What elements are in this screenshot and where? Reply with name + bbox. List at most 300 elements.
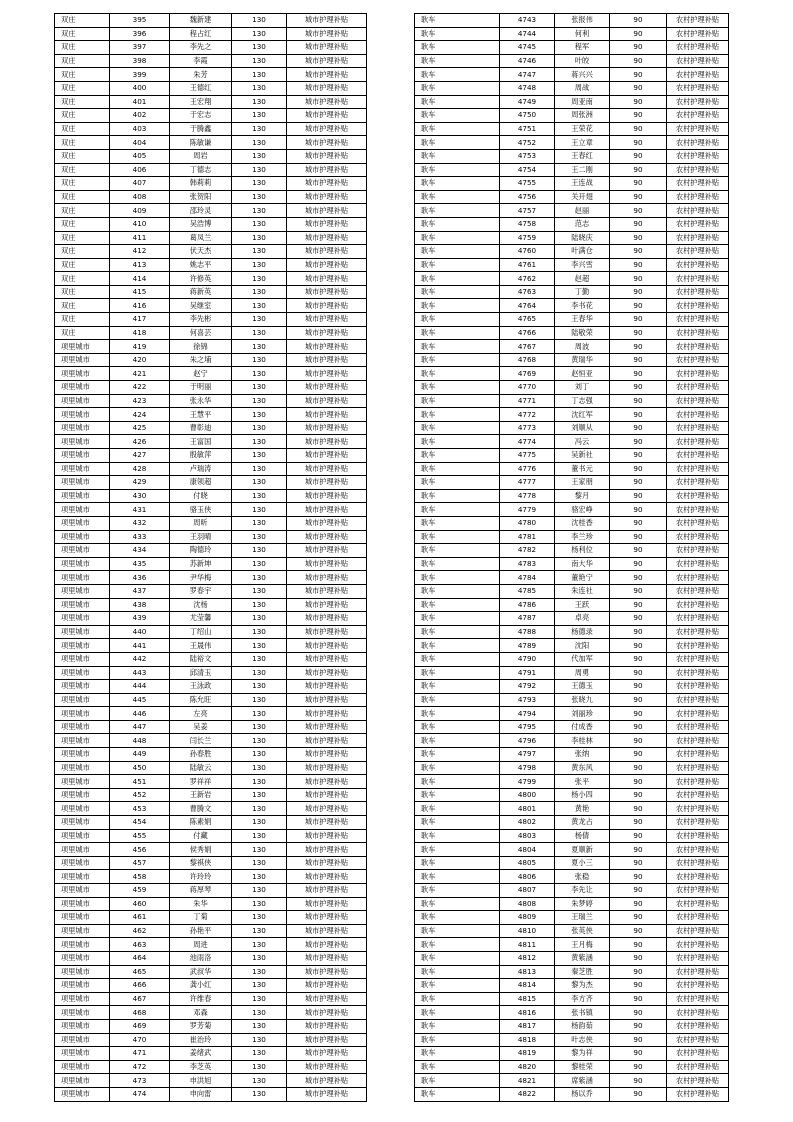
amount-cell: 130 (232, 204, 287, 218)
amount-cell: 90 (610, 353, 667, 367)
recipient-name-cell: 范志 (555, 217, 610, 231)
serial-number-cell: 421 (110, 367, 170, 381)
subsidy-type-cell: 城市护理补贴 (287, 245, 367, 259)
serial-number-cell: 4802 (500, 816, 555, 830)
subsidy-type-cell: 农村护理补贴 (667, 870, 729, 884)
subsidy-type-cell: 城市护理补贴 (287, 68, 367, 82)
serial-number-cell: 453 (110, 802, 170, 816)
town-cell: 双庄 (55, 285, 110, 299)
subsidy-type-cell: 农村护理补贴 (667, 911, 729, 925)
amount-cell: 90 (610, 979, 667, 993)
recipient-name-cell: 蒋厚琴 (170, 884, 232, 898)
serial-number-cell: 4819 (500, 1047, 555, 1061)
table-row (55, 381, 367, 395)
table-row (415, 122, 729, 136)
recipient-name-cell: 赵宁 (170, 367, 232, 381)
serial-number-cell: 4804 (500, 843, 555, 857)
recipient-name-cell: 崔治玲 (170, 1033, 232, 1047)
amount-cell: 90 (610, 476, 667, 490)
table-row (415, 258, 729, 272)
subsidy-type-cell: 城市护理补贴 (287, 435, 367, 449)
table-row (415, 204, 729, 218)
table-row (55, 54, 367, 68)
amount-cell: 130 (232, 693, 287, 707)
town-cell: 双庄 (55, 190, 110, 204)
amount-cell: 130 (232, 394, 287, 408)
subsidy-type-cell: 农村护理补贴 (667, 1087, 729, 1101)
recipient-name-cell: 杨小四 (555, 788, 610, 802)
amount-cell: 90 (610, 707, 667, 721)
town-cell: 耿车 (415, 353, 500, 367)
town-cell: 项里城市 (55, 870, 110, 884)
subsidy-type-cell: 农村护理补贴 (667, 720, 729, 734)
table-row (415, 612, 729, 626)
town-cell: 耿车 (415, 625, 500, 639)
recipient-name-cell: 徐锦 (170, 340, 232, 354)
serial-number-cell: 4817 (500, 1019, 555, 1033)
table-row (55, 734, 367, 748)
table-row (415, 367, 729, 381)
recipient-name-cell: 沈杨 (170, 598, 232, 612)
table-row (415, 720, 729, 734)
serial-number-cell: 418 (110, 326, 170, 340)
amount-cell: 130 (232, 109, 287, 123)
subsidy-type-cell: 农村护理补贴 (667, 666, 729, 680)
serial-number-cell: 4800 (500, 788, 555, 802)
amount-cell: 90 (610, 177, 667, 191)
table-row (55, 1047, 367, 1061)
subsidy-type-cell: 农村护理补贴 (667, 1033, 729, 1047)
subsidy-type-cell: 城市护理补贴 (287, 394, 367, 408)
serial-number-cell: 411 (110, 231, 170, 245)
serial-number-cell: 469 (110, 1019, 170, 1033)
table-row (415, 1033, 729, 1047)
subsidy-type-cell: 农村护理补贴 (667, 584, 729, 598)
recipient-name-cell: 丁绍山 (170, 625, 232, 639)
subsidy-type-cell: 农村护理补贴 (667, 27, 729, 41)
serial-number-cell: 410 (110, 217, 170, 231)
recipient-name-cell: 吴浩博 (170, 217, 232, 231)
recipient-name-cell: 邱清玉 (170, 666, 232, 680)
amount-cell: 130 (232, 1060, 287, 1074)
amount-cell: 130 (232, 639, 287, 653)
table-row (415, 81, 729, 95)
amount-cell: 90 (610, 516, 667, 530)
left-subsidy-table (54, 13, 367, 1102)
recipient-name-cell: 张稳 (555, 870, 610, 884)
town-cell: 项里城市 (55, 1060, 110, 1074)
table-row (55, 231, 367, 245)
recipient-name-cell: 孙春胜 (170, 748, 232, 762)
table-row (55, 788, 367, 802)
recipient-name-cell: 李书花 (555, 299, 610, 313)
recipient-name-cell: 张英侠 (555, 924, 610, 938)
table-row (55, 720, 367, 734)
table-row (55, 1006, 367, 1020)
recipient-name-cell: 曹腾文 (170, 802, 232, 816)
recipient-name-cell: 尤莹馨 (170, 612, 232, 626)
town-cell: 耿车 (415, 612, 500, 626)
town-cell: 项里城市 (55, 693, 110, 707)
table-row (55, 285, 367, 299)
amount-cell: 90 (610, 584, 667, 598)
recipient-name-cell: 刘丽珍 (555, 707, 610, 721)
recipient-name-cell: 罗祥祥 (170, 775, 232, 789)
table-row (55, 489, 367, 503)
amount-cell: 90 (610, 1047, 667, 1061)
recipient-name-cell: 赵超 (555, 272, 610, 286)
subsidy-type-cell: 城市护理补贴 (287, 680, 367, 694)
town-cell: 项里城市 (55, 503, 110, 517)
amount-cell: 130 (232, 122, 287, 136)
subsidy-type-cell: 农村护理补贴 (667, 204, 729, 218)
town-cell: 耿车 (415, 720, 500, 734)
town-cell: 双庄 (55, 109, 110, 123)
serial-number-cell: 463 (110, 938, 170, 952)
table-row (55, 856, 367, 870)
subsidy-type-cell: 城市护理补贴 (287, 870, 367, 884)
subsidy-type-cell: 农村护理补贴 (667, 299, 729, 313)
amount-cell: 130 (232, 1006, 287, 1020)
amount-cell: 90 (610, 122, 667, 136)
amount-cell: 130 (232, 584, 287, 598)
recipient-name-cell: 陈敏谦 (170, 136, 232, 150)
serial-number-cell: 455 (110, 829, 170, 843)
recipient-name-cell: 席紫涵 (555, 1074, 610, 1088)
recipient-name-cell: 董书元 (555, 462, 610, 476)
amount-cell: 130 (232, 612, 287, 626)
subsidy-type-cell: 城市护理补贴 (287, 884, 367, 898)
subsidy-type-cell: 农村护理补贴 (667, 802, 729, 816)
town-cell: 项里城市 (55, 734, 110, 748)
amount-cell: 130 (232, 1033, 287, 1047)
subsidy-type-cell: 农村护理补贴 (667, 231, 729, 245)
town-cell: 双庄 (55, 177, 110, 191)
amount-cell: 90 (610, 217, 667, 231)
town-cell: 耿车 (415, 584, 500, 598)
serial-number-cell: 426 (110, 435, 170, 449)
town-cell: 耿车 (415, 27, 500, 41)
town-cell: 耿车 (415, 190, 500, 204)
recipient-name-cell: 康领超 (170, 476, 232, 490)
right-subsidy-table (414, 13, 729, 1102)
subsidy-type-cell: 城市护理补贴 (287, 897, 367, 911)
serial-number-cell: 443 (110, 666, 170, 680)
town-cell: 项里城市 (55, 584, 110, 598)
town-cell: 耿车 (415, 313, 500, 327)
subsidy-type-cell: 城市护理补贴 (287, 95, 367, 109)
subsidy-type-cell: 农村护理补贴 (667, 272, 729, 286)
amount-cell: 130 (232, 285, 287, 299)
town-cell: 耿车 (415, 272, 500, 286)
town-cell: 项里城市 (55, 367, 110, 381)
serial-number-cell: 4811 (500, 938, 555, 952)
table-row (415, 231, 729, 245)
table-row (415, 190, 729, 204)
serial-number-cell: 4760 (500, 245, 555, 259)
subsidy-type-cell: 农村护理补贴 (667, 340, 729, 354)
town-cell: 双庄 (55, 217, 110, 231)
town-cell: 耿车 (415, 557, 500, 571)
town-cell: 双庄 (55, 326, 110, 340)
subsidy-type-cell: 农村护理补贴 (667, 435, 729, 449)
serial-number-cell: 4781 (500, 530, 555, 544)
subsidy-type-cell: 城市护理补贴 (287, 217, 367, 231)
town-cell: 项里城市 (55, 449, 110, 463)
table-row (55, 870, 367, 884)
recipient-name-cell: 许玲玲 (170, 870, 232, 884)
table-row (415, 27, 729, 41)
table-row (415, 313, 729, 327)
subsidy-type-cell: 城市护理补贴 (287, 299, 367, 313)
table-row (415, 421, 729, 435)
recipient-name-cell: 王富国 (170, 435, 232, 449)
recipient-name-cell: 陈素娟 (170, 816, 232, 830)
subsidy-type-cell: 城市护理补贴 (287, 612, 367, 626)
serial-number-cell: 4799 (500, 775, 555, 789)
amount-cell: 90 (610, 136, 667, 150)
serial-number-cell: 459 (110, 884, 170, 898)
amount-cell: 130 (232, 489, 287, 503)
serial-number-cell: 452 (110, 788, 170, 802)
town-cell: 项里城市 (55, 544, 110, 558)
table-row (55, 190, 367, 204)
amount-cell: 130 (232, 27, 287, 41)
subsidy-type-cell: 城市护理补贴 (287, 761, 367, 775)
amount-cell: 90 (610, 530, 667, 544)
town-cell: 项里城市 (55, 516, 110, 530)
serial-number-cell: 4767 (500, 340, 555, 354)
table-row (415, 489, 729, 503)
amount-cell: 90 (610, 639, 667, 653)
subsidy-type-cell: 农村护理补贴 (667, 408, 729, 422)
town-cell: 项里城市 (55, 435, 110, 449)
subsidy-type-cell: 农村护理补贴 (667, 1006, 729, 1020)
amount-cell: 90 (610, 435, 667, 449)
subsidy-type-cell: 农村护理补贴 (667, 503, 729, 517)
table-row (55, 163, 367, 177)
recipient-name-cell: 李方齐 (555, 992, 610, 1006)
serial-number-cell: 395 (110, 14, 170, 28)
amount-cell: 90 (610, 163, 667, 177)
recipient-name-cell: 王家朋 (555, 476, 610, 490)
amount-cell: 90 (610, 381, 667, 395)
recipient-name-cell: 曹彰迪 (170, 421, 232, 435)
recipient-name-cell: 王春红 (555, 149, 610, 163)
recipient-name-cell: 张书镇 (555, 1006, 610, 1020)
town-cell: 耿车 (415, 421, 500, 435)
recipient-name-cell: 李桂林 (555, 734, 610, 748)
recipient-name-cell: 何喜芸 (170, 326, 232, 340)
serial-number-cell: 458 (110, 870, 170, 884)
amount-cell: 130 (232, 788, 287, 802)
amount-cell: 130 (232, 1019, 287, 1033)
serial-number-cell: 427 (110, 449, 170, 463)
recipient-name-cell: 王羽晴 (170, 530, 232, 544)
recipient-name-cell: 吴新社 (555, 449, 610, 463)
town-cell: 双庄 (55, 14, 110, 28)
recipient-name-cell: 龚小红 (170, 979, 232, 993)
town-cell: 耿车 (415, 734, 500, 748)
table-row (415, 707, 729, 721)
serial-number-cell: 466 (110, 979, 170, 993)
recipient-name-cell: 吴继室 (170, 299, 232, 313)
amount-cell: 130 (232, 449, 287, 463)
subsidy-type-cell: 城市护理补贴 (287, 720, 367, 734)
table-row (55, 951, 367, 965)
recipient-name-cell: 卓亮 (555, 612, 610, 626)
table-row (55, 217, 367, 231)
serial-number-cell: 422 (110, 381, 170, 395)
amount-cell: 90 (610, 911, 667, 925)
recipient-name-cell: 武叔华 (170, 965, 232, 979)
serial-number-cell: 424 (110, 408, 170, 422)
recipient-name-cell: 朱华 (170, 897, 232, 911)
table-row (55, 802, 367, 816)
amount-cell: 130 (232, 353, 287, 367)
subsidy-type-cell: 农村护理补贴 (667, 639, 729, 653)
serial-number-cell: 4782 (500, 544, 555, 558)
subsidy-type-cell: 农村护理补贴 (667, 95, 729, 109)
town-cell: 项里城市 (55, 1087, 110, 1101)
serial-number-cell: 430 (110, 489, 170, 503)
town-cell: 双庄 (55, 258, 110, 272)
amount-cell: 90 (610, 95, 667, 109)
amount-cell: 90 (610, 693, 667, 707)
serial-number-cell: 398 (110, 54, 170, 68)
amount-cell: 90 (610, 449, 667, 463)
town-cell: 耿车 (415, 598, 500, 612)
subsidy-type-cell: 城市护理补贴 (287, 1060, 367, 1074)
table-row (55, 775, 367, 789)
table-row (55, 924, 367, 938)
table-row (55, 462, 367, 476)
town-cell: 项里城市 (55, 802, 110, 816)
recipient-name-cell: 张晓九 (555, 693, 610, 707)
town-cell: 双庄 (55, 136, 110, 150)
recipient-name-cell: 许维春 (170, 992, 232, 1006)
table-row (415, 1087, 729, 1101)
subsidy-type-cell: 农村护理补贴 (667, 163, 729, 177)
recipient-name-cell: 秦芝胜 (555, 965, 610, 979)
table-row (55, 41, 367, 55)
town-cell: 耿车 (415, 870, 500, 884)
amount-cell: 90 (610, 829, 667, 843)
amount-cell: 130 (232, 149, 287, 163)
amount-cell: 130 (232, 652, 287, 666)
amount-cell: 90 (610, 285, 667, 299)
table-row (415, 245, 729, 259)
table-row (55, 1074, 367, 1088)
town-cell: 耿车 (415, 299, 500, 313)
serial-number-cell: 4748 (500, 81, 555, 95)
table-row (415, 843, 729, 857)
table-row (55, 27, 367, 41)
amount-cell: 130 (232, 1047, 287, 1061)
recipient-name-cell: 骆玉侠 (170, 503, 232, 517)
recipient-name-cell: 程军 (555, 41, 610, 55)
serial-number-cell: 402 (110, 109, 170, 123)
recipient-name-cell: 朱之埔 (170, 353, 232, 367)
table-row (415, 449, 729, 463)
recipient-name-cell: 付藏 (170, 829, 232, 843)
subsidy-type-cell: 城市护理补贴 (287, 326, 367, 340)
subsidy-type-cell: 城市护理补贴 (287, 557, 367, 571)
amount-cell: 90 (610, 326, 667, 340)
recipient-name-cell: 丁志强 (555, 394, 610, 408)
town-cell: 耿车 (415, 14, 500, 28)
subsidy-type-cell: 城市护理补贴 (287, 204, 367, 218)
amount-cell: 130 (232, 41, 287, 55)
serial-number-cell: 4743 (500, 14, 555, 28)
recipient-name-cell: 王春华 (555, 313, 610, 327)
table-row (415, 584, 729, 598)
table-row (55, 394, 367, 408)
serial-number-cell: 4786 (500, 598, 555, 612)
subsidy-type-cell: 城市护理补贴 (287, 340, 367, 354)
town-cell: 耿车 (415, 965, 500, 979)
subsidy-type-cell: 城市护理补贴 (287, 571, 367, 585)
subsidy-type-cell: 城市护理补贴 (287, 1006, 367, 1020)
serial-number-cell: 4806 (500, 870, 555, 884)
subsidy-type-cell: 农村护理补贴 (667, 843, 729, 857)
subsidy-type-cell: 农村护理补贴 (667, 571, 729, 585)
table-row (415, 435, 729, 449)
amount-cell: 90 (610, 816, 667, 830)
subsidy-type-cell: 城市护理补贴 (287, 408, 367, 422)
amount-cell: 130 (232, 177, 287, 191)
amount-cell: 130 (232, 761, 287, 775)
recipient-name-cell: 周昕 (170, 516, 232, 530)
serial-number-cell: 4764 (500, 299, 555, 313)
table-row (415, 802, 729, 816)
serial-number-cell: 436 (110, 571, 170, 585)
amount-cell: 90 (610, 1060, 667, 1074)
amount-cell: 130 (232, 421, 287, 435)
town-cell: 项里城市 (55, 1019, 110, 1033)
town-cell: 耿车 (415, 394, 500, 408)
serial-number-cell: 470 (110, 1033, 170, 1047)
subsidy-type-cell: 城市护理补贴 (287, 177, 367, 191)
table-row (55, 122, 367, 136)
serial-number-cell: 4801 (500, 802, 555, 816)
subsidy-type-cell: 农村护理补贴 (667, 965, 729, 979)
table-row (55, 14, 367, 28)
subsidy-type-cell: 农村护理补贴 (667, 367, 729, 381)
recipient-name-cell: 王宏翔 (170, 95, 232, 109)
subsidy-type-cell: 城市护理补贴 (287, 843, 367, 857)
serial-number-cell: 4755 (500, 177, 555, 191)
town-cell: 耿车 (415, 1033, 500, 1047)
serial-number-cell: 400 (110, 81, 170, 95)
amount-cell: 90 (610, 421, 667, 435)
table-row (55, 680, 367, 694)
town-cell: 耿车 (415, 1087, 500, 1101)
table-row (55, 421, 367, 435)
town-cell: 项里城市 (55, 462, 110, 476)
serial-number-cell: 474 (110, 1087, 170, 1101)
table-row (55, 177, 367, 191)
recipient-name-cell: 王荣花 (555, 122, 610, 136)
serial-number-cell: 447 (110, 720, 170, 734)
town-cell: 耿车 (415, 843, 500, 857)
amount-cell: 130 (232, 476, 287, 490)
serial-number-cell: 4763 (500, 285, 555, 299)
serial-number-cell: 4745 (500, 41, 555, 55)
recipient-name-cell: 吴姜 (170, 720, 232, 734)
table-row (55, 992, 367, 1006)
subsidy-type-cell: 农村护理补贴 (667, 979, 729, 993)
